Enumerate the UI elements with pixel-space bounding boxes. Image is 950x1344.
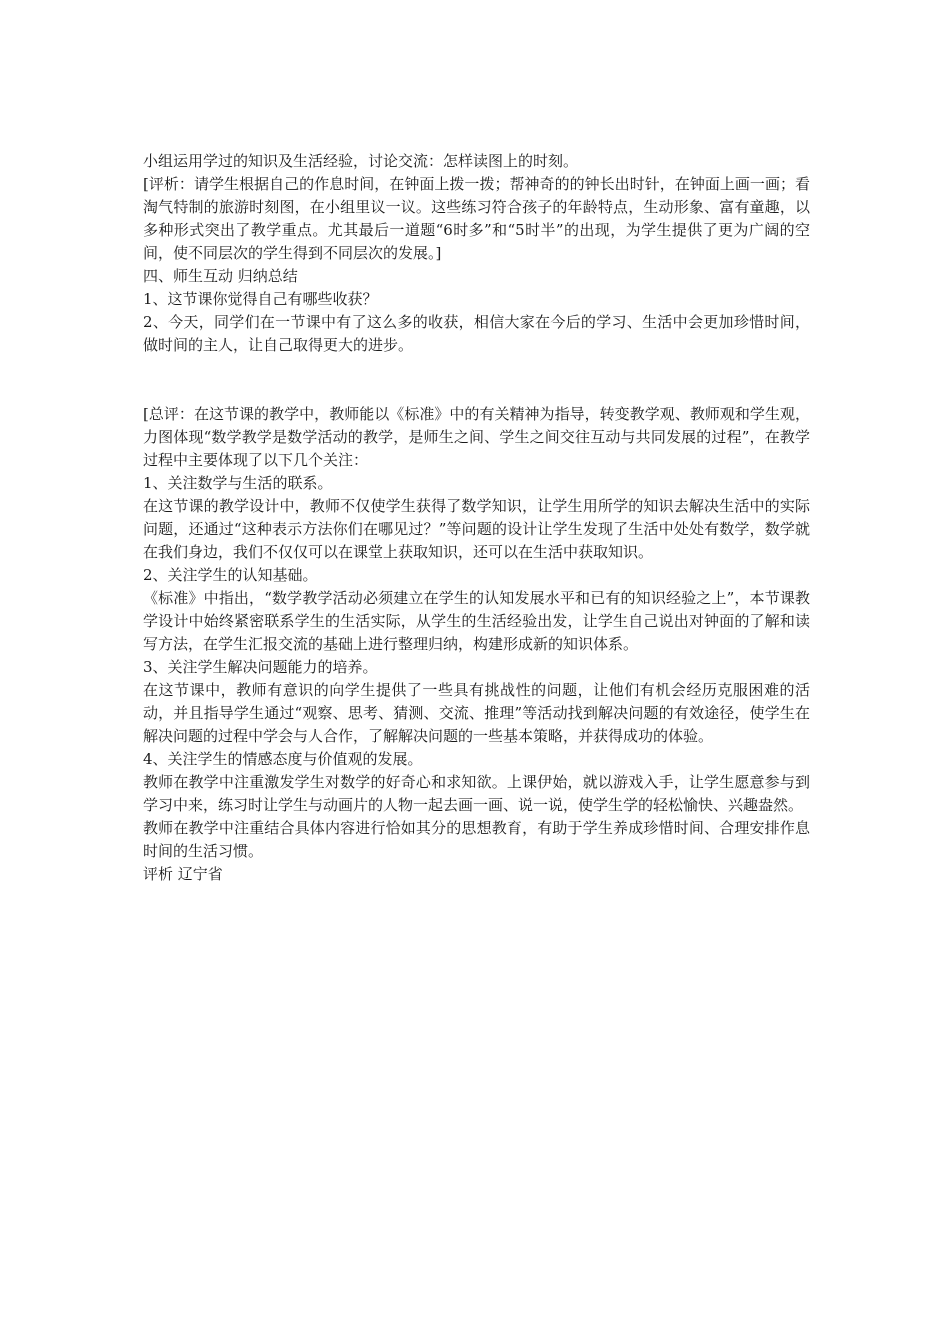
paragraph-focus-cognitive-base: 《标准》中指出，“数学教学活动必须建立在学生的认知发展水平和已有的知识经验之上”，本节课教学设计中始终紧密联系学生的生活实际，从学生的生活经验出发，让学生自己说出对钟面的了解和读写方法，在学生汇报交流的基础上进行整理归纳，构建形成新的知识体系。 xyxy=(143,589,810,653)
paragraph-question-gains: 1、这节课你觉得自己有哪些收获？ xyxy=(143,290,378,308)
paragraph-overall-review: [总评：在这节课的教学中，教师能以《标准》中的有关精神为指导，转变教学观、教师观和学生观，力图体现“数学教学是数学活动的教学，是师生之间、学生之间交往互动与共同发展的过程”，在教学过程中主要体现了以下几个关注： xyxy=(143,405,810,469)
section-heading-summary: 四、师生互动 归纳总结 xyxy=(143,267,298,285)
paragraph-focus-emotion-values: 教师在教学中注重激发学生对数学的好奇心和求知欲。上课伊始，就以游戏入手，让学生愿意参与到学习中来，练习时让学生与动画片的人物一起去画一画、说一说，使学生学的轻松愉快、兴趣盎然。 xyxy=(143,773,810,814)
heading-focus-math-life: 1、关注数学与生活的联系。 xyxy=(143,474,333,492)
paragraph-analysis-practice: [评析：请学生根据自己的作息时间，在钟面上拨一拨；帮神奇的的钟长出时针，在钟面上画一画；看淘气特制的旅游时刻图，在小组里议一议。这些练习符合孩子的年龄特点，生动形象、富有童趣，以多种形式突出了教学重点。尤其最后一道题“6时多”和“5时半”的出现，为学生提供了更为广阔的空间，使不同层次的学生得到不同层次的发展。] xyxy=(143,175,810,262)
document-body xyxy=(143,150,810,886)
paragraph-focus-problem-solving: 在这节课中，教师有意识的向学生提供了一些具有挑战性的问题，让他们有机会经历克服困难的活动，并且指导学生通过“观察、思考、猜测、交流、推理”等活动找到解决问题的有效途径，使学生在解决问题的过程中学会与人合作，了解解决问题的一些基本策略，并获得成功的体验。 xyxy=(143,681,810,745)
paragraph-closing-remark: 2、今天，同学们在一节课中有了这么多的收获，相信大家在今后的学习、生活中会更加珍惜时间，做时间的主人，让自己取得更大的进步。 xyxy=(143,313,810,354)
paragraph-spacer xyxy=(143,357,810,403)
heading-focus-emotion-values: 4、关注学生的情感态度与价值观的发展。 xyxy=(143,750,423,768)
paragraph-reviewer-signature: 评析 辽宁省 xyxy=(143,865,223,883)
heading-focus-problem-solving: 3、关注学生解决问题能力的培养。 xyxy=(143,658,378,676)
paragraph-education-habits: 教师在教学中注重结合具体内容进行恰如其分的思想教育，有助于学生养成珍惜时间、合理安排作息时间的生活习惯。 xyxy=(143,819,810,860)
paragraph-group-discussion: 小组运用学过的知识及生活经验，讨论交流：怎样读图上的时刻。 xyxy=(143,152,579,170)
heading-focus-cognitive-base: 2、关注学生的认知基础。 xyxy=(143,566,318,584)
paragraph-focus-math-life: 在这节课的教学设计中，教师不仅使学生获得了数学知识，让学生用所学的知识去解决生活中的实际问题，还通过“这种表示方法你们在哪见过？”等问题的设计让学生发现了生活中处处有数学，数学就在我们身边，我们不仅仅可以在课堂上获取知识，还可以在生活中获取知识。 xyxy=(143,497,810,561)
